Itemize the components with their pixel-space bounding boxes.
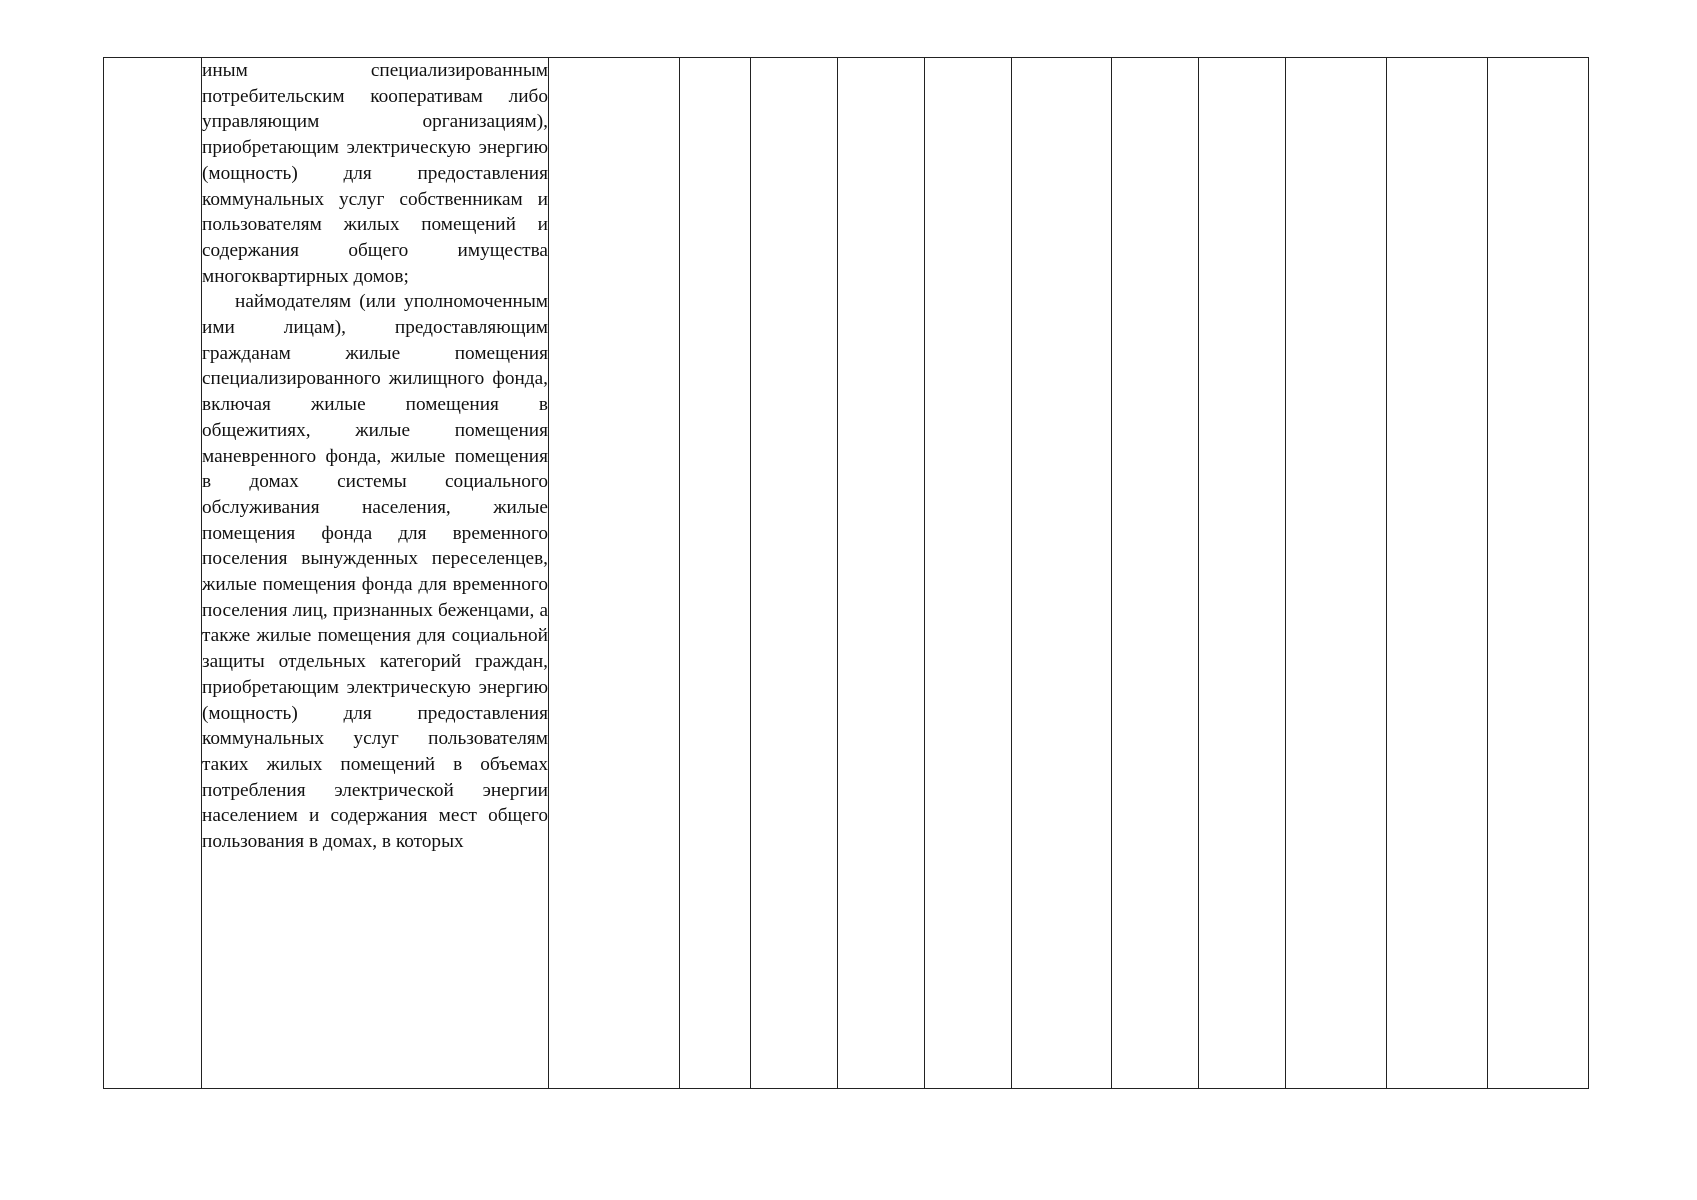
description-paragraph-1: иным специализированным потребительским кооперативам либо управляющим организациям), приобретающим электрическую энергию (мощность) для предоставления коммунальных услуг собственникам и пользователям жилых помещений и содержания общего имущества многоквартирных домов; [202,60,548,287]
table-cell-col-5 [751,58,838,1089]
table-cell-col-9 [1112,58,1199,1089]
table-cell-col-3 [549,58,680,1089]
description-text [202,58,548,1086]
table-row [104,58,1589,1089]
table-cell-col-11 [1286,58,1387,1089]
table-cell-description [202,58,549,1089]
table-cell-number [104,58,202,1089]
table-cell-col-13 [1488,58,1589,1089]
table-cell-col-12 [1387,58,1488,1089]
table-cell-col-10 [1199,58,1286,1089]
tariff-table-continuation [103,57,1589,1089]
table-cell-col-8 [1012,58,1112,1089]
table-cell-col-6 [838,58,925,1089]
table-cell-col-4 [680,58,751,1089]
table-cell-col-7 [925,58,1012,1089]
description-paragraph-2: наймодателям (или уполномоченным ими лицам), предоставляющим гражданам жилые помещения специализированного жилищного фонда, включая жилые помещения в общежитиях, жилые помещения маневренного фонда, жилые помещения в домах системы социального обслуживания населения, жилые помещения фонда для временного поселения вынужденных переселенцев, жилые помещения фонда для временного поселения лиц, признанных беженцами, а также жилые помещения для социальной защиты отдельных категорий граждан, приобретающим электрическую энергию (мощность) для предоставления коммунальных услуг пользователям таких жилых помещений в объемах потребления электрической энергии населением и содержания мест общего пользования в домах, в которых [202,291,548,853]
